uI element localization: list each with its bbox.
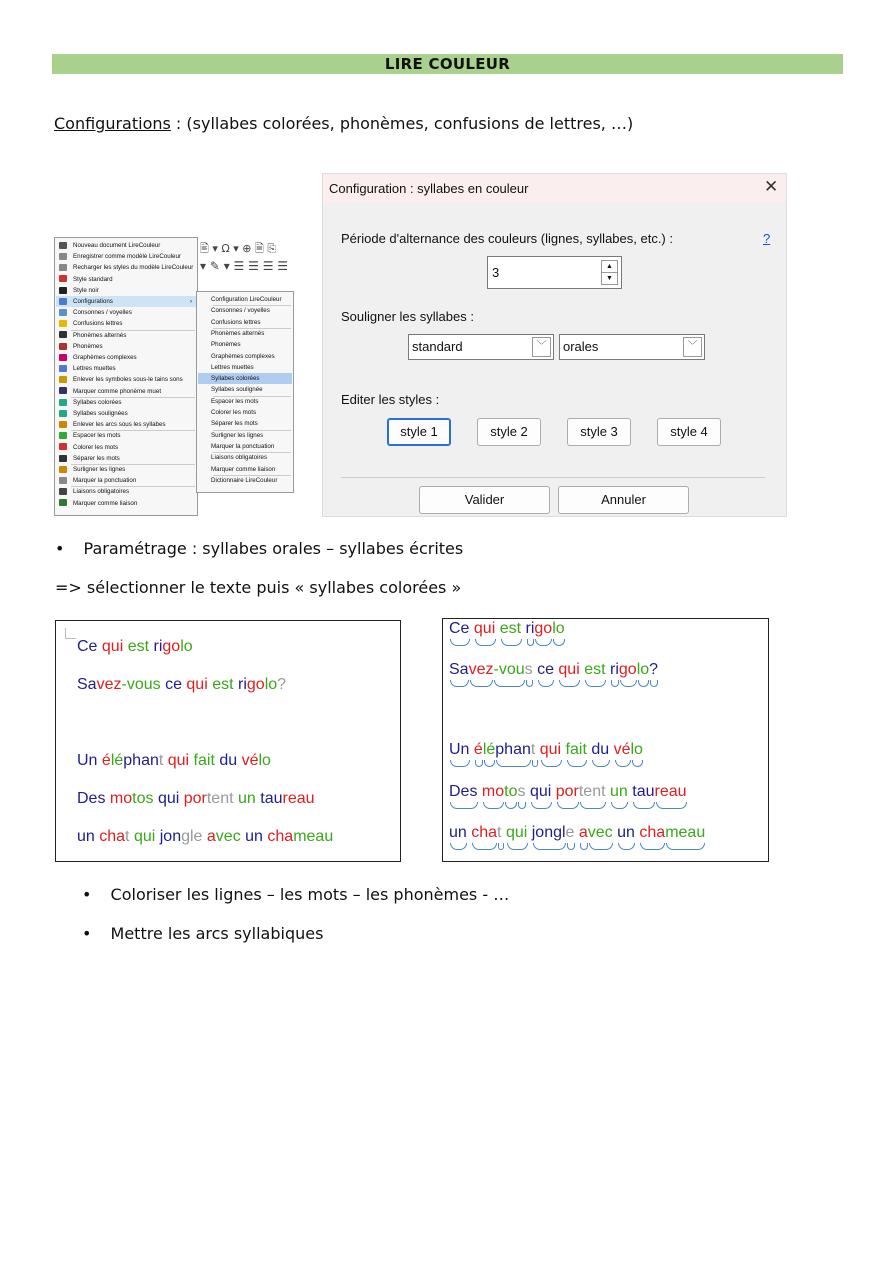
submenu-item[interactable]: Séparer les mots [211,420,258,428]
syllable: est [212,676,238,693]
menu-item[interactable] [59,430,120,441]
syllable: ? [277,676,287,693]
syllable: por [555,783,579,800]
syllable: un [449,824,472,841]
syllable-arc [557,802,579,809]
submenu-item[interactable]: Surligner les lignes [211,431,264,439]
menu-item[interactable] [59,307,132,318]
configurations-submenu [196,291,294,493]
syllable: e [565,824,579,841]
combo1-value: standard [412,339,463,354]
style-1-button[interactable]: style 1 [387,418,451,446]
submenu-item[interactable]: Dictionnaire LireCouleur [211,476,278,484]
syllable: mo [481,783,505,800]
syllable: é [101,752,111,769]
syllable: cha [639,824,666,841]
menu-item-label: Marquer comme liaison [73,499,138,507]
syllable-arc [535,639,552,646]
syllable: jongl [531,824,566,841]
menu-item-label: Colorer les mots [73,443,119,451]
syllable: Ce [77,638,102,655]
menu-item[interactable] [59,285,99,296]
syllable-arc [450,802,478,809]
menu-item-icon [59,264,67,271]
example-syllable-arcs [442,618,769,862]
menu-item-label: Liaisons obligatoires [73,488,130,496]
syllable-arc [666,843,705,850]
syllable-arc [567,760,588,767]
example-line [77,638,193,656]
syllable: t [497,824,506,841]
syllable: ? [649,661,659,678]
syllable: cha [471,824,498,841]
syllable-arc [585,680,606,687]
syllable: qui [558,661,585,678]
syllable-arc [483,802,504,809]
syllable-arc [611,802,628,809]
menu-item-label: Lettres muettes [73,365,116,373]
menu-item[interactable] [59,251,181,262]
syllable: tau [632,783,655,800]
page-title: LIRE COULEUR [52,54,843,74]
close-icon[interactable]: ✕ [764,177,779,196]
context-menu [54,237,198,516]
syllable: lo [630,741,643,758]
submenu-item[interactable]: Liaisons obligatoires [211,454,268,462]
style-2-button[interactable]: style 2 [477,418,541,446]
underline-label [341,309,474,324]
syllable: por [183,790,207,807]
spin-up-icon[interactable]: ▲ [601,260,618,273]
menu-item-label: Style standard [73,275,113,283]
syllable-arc [650,680,658,687]
menu-item-icon [59,410,67,417]
underline-combo-1[interactable] [408,334,554,360]
syllable: cha [267,828,294,845]
period-spinbox[interactable] [487,256,622,289]
syllable: qui [505,824,532,841]
syllable: lo [636,661,650,678]
menu-item-label: Enlever les arcs sous les syllabes [73,421,166,429]
syllable-arc [501,639,522,646]
submenu-item[interactable]: Consonnes / voyelles [211,307,270,315]
syllable: vec [587,824,618,841]
syllable: ri [153,638,163,655]
menu-item-icon [59,432,67,439]
bullet-settings-text: Paramétrage : syllabes orales – syllabes écrites [83,539,464,558]
syllable-arc [450,680,469,687]
menu-item-icon [59,298,67,305]
syllable-arc [589,843,613,850]
menu-item[interactable] [59,464,125,475]
underline-label-text: Souligner les syllabes : [341,309,474,324]
syllable: a [578,824,588,841]
menu-item-icon [59,242,67,249]
menu-item[interactable] [59,475,136,486]
syllable-arc [618,843,635,850]
syllable: tent [578,783,610,800]
syllable: un [610,783,633,800]
syllable: du [591,741,614,758]
menu-item[interactable] [59,397,122,408]
syllable: vez [96,676,122,693]
submenu-item[interactable]: Marquer comme liaison [211,465,276,473]
menu-item-label: Confusions lettres [73,320,123,328]
syllable: ri [525,620,535,637]
submenu-item[interactable]: Marquer la ponctuation [211,442,275,450]
syllable: qui [157,790,184,807]
syllable: un [238,790,261,807]
syllable-arc [632,760,643,767]
underline-combo-2[interactable] [559,334,705,360]
syllable: fait [565,741,592,758]
chevron-down-icon[interactable]: ﹀ [683,337,702,357]
syllable-arc [615,760,631,767]
syllable-arc [498,843,504,850]
menu-item[interactable] [59,408,128,419]
syllable-arc [640,843,665,850]
menu-item-icon [59,421,67,428]
syllable: lo [552,620,565,637]
syllable-arc [656,802,687,809]
syllable: tau [260,790,283,807]
syllable: é [473,741,483,758]
syllable-arc [531,802,552,809]
syllable-arc [494,680,524,687]
submenu-item[interactable]: Syllabes soulignée [211,386,263,394]
syllable: a [206,828,216,845]
menu-item-icon [59,499,67,506]
menu-item-icon [59,365,67,372]
syllable: vé [613,741,631,758]
menu-item-icon [59,387,67,394]
syllable: du [219,752,242,769]
syllable-arc [592,760,609,767]
submenu-item[interactable]: Confusions lettres [211,318,261,326]
syllable: qui [133,828,160,845]
toolbar-align-icons: ▾ ✎ ▾ ☰ ☰ ☰ ☰ [200,259,289,273]
syllable: est [584,661,610,678]
syllable-arc [505,802,517,809]
menu-item-icon [59,488,67,495]
menu-item-icon [59,275,67,282]
syllable-arc [450,639,470,646]
syllable: Un [449,741,474,758]
syllable: Des [449,783,482,800]
menu-item[interactable] [59,330,126,341]
period-label: Période d'alternance des couleurs (lignes, syllabes, etc.) : [341,231,673,246]
syllable: ri [610,661,619,678]
submenu-item[interactable]: Configuration LireCouleur [211,296,282,303]
syllable: lo [180,638,193,655]
menu-item-label: Enlever les symboles sous-le tains sons [73,376,183,384]
syllable: lé [482,741,496,758]
syllable: to [504,783,518,800]
syllable: qui [473,620,500,637]
menu-item-icon [59,320,67,327]
chevron-down-icon[interactable]: ﹀ [532,337,551,357]
syllable-arc [496,760,531,767]
syllable-arc [527,639,535,646]
bullet-arcs-text: Mettre les arcs syllabiques [110,924,324,943]
syllable: qui [186,676,213,693]
menu-item-label: Espacer les mots [73,432,121,440]
menu-item[interactable] [59,453,120,464]
menu-item-label: Graphèmes complexes [73,354,137,361]
menu-item-label: Syllabes soulignées [73,410,128,417]
submenu-item[interactable]: Espacer les mots [211,397,259,405]
style-3-button[interactable]: style 3 [567,418,631,446]
config-label: Configurations [54,114,171,133]
bullet-arcs [82,924,323,943]
syllable-arc [567,843,575,850]
example-line [77,752,271,770]
toolbar-fragment [200,240,294,280]
menu-item[interactable] [59,374,183,385]
syllable: Un [77,752,102,769]
syllable: phan [123,752,159,769]
syllable: tos [132,790,158,807]
syllable: jon [159,828,182,845]
syllable: meau [665,824,706,841]
menu-item-label: Surligner les lignes [73,466,126,473]
menu-item-label: Recharger les styles du modèle LireCouleur [73,264,194,272]
bullet-colorise-text: Coloriser les lignes – les mots – les phonèmes - … [110,885,510,904]
menu-item[interactable] [59,363,116,374]
menu-item[interactable] [59,386,161,397]
example-line [449,741,643,759]
menu-item[interactable] [59,486,129,497]
syllable: go [618,661,637,678]
syllable: t [530,741,540,758]
help-link[interactable]: ? [763,231,771,246]
syllable: Des [77,790,110,807]
text-cursor-mark [65,628,76,639]
syllable: qui [529,783,556,800]
syllable: Ce [449,620,474,637]
syllable: gle [181,828,207,845]
syllable-arc [559,680,580,687]
validate-button[interactable]: Valider [419,486,550,514]
syllable: reau [282,790,315,807]
config-description: : (syllabes colorées, phonèmes, confusions de lettres, …) [170,114,634,133]
submenu-item[interactable]: Syllabes colorées [198,373,292,384]
menu-item-label: Configurations [73,298,113,305]
menu-item[interactable] [59,498,137,509]
menu-item[interactable] [59,262,193,273]
syllable-arc [533,843,566,850]
example-colored-syllables [55,620,401,862]
lirecouleur-menu-screenshot [54,237,294,515]
example-line [77,828,333,846]
menu-item[interactable] [59,240,160,251]
syllable: vec [215,828,246,845]
bullet-settings [55,539,463,558]
menu-item-label: Nouveau document LireCouleur [73,242,161,249]
syllable: tent [206,790,238,807]
syllable-arc [507,843,528,850]
menu-item-icon [59,309,67,316]
dialog-divider [341,477,765,478]
bullet-dot: • [82,924,92,943]
config-dialog [322,173,787,517]
syllable: un [245,828,268,845]
submenu-item[interactable]: Colorer les mots [211,409,257,416]
syllable: qui [101,638,128,655]
syllable-arc [638,680,649,687]
menu-item[interactable] [59,419,166,430]
syllable: ri [238,676,247,693]
syllable-arc [450,760,470,767]
menu-item-label: Style noir [73,286,99,294]
menu-item-icon [59,477,67,484]
syllable-arc [611,680,619,687]
dialog-title: Configuration : syllabes en couleur [329,181,529,196]
syllable-arc [620,680,637,687]
syllable: lo [258,752,271,769]
syllable-arc [580,843,588,850]
menu-item-icon [59,287,67,294]
menu-item[interactable] [59,352,137,363]
syllable-arc [541,760,562,767]
syllable-arc [553,639,564,646]
instruction-text: => sélectionner le texte puis « syllabes colorées » [55,578,462,597]
syllable-arc [450,843,467,850]
period-value: 3 [492,265,500,280]
chevron-right-icon: › [189,298,192,305]
menu-item-label: Phonèmes alternés [73,331,127,339]
spin-down-icon[interactable]: ▼ [601,272,618,285]
bullet-dot: • [82,885,92,904]
syllable: t [158,752,168,769]
syllable: reau [654,783,687,800]
bullet-dot: • [55,539,65,558]
menu-item-icon [59,354,67,361]
syllable: est [127,638,154,655]
menu-item[interactable] [56,296,196,307]
styles-label: Editer les styles : [341,392,440,407]
toolbar-icons: 🖹 ▾ Ω ▾ ⊕ 🗎 ⎘ [200,242,277,255]
menu-item-icon [59,443,67,450]
menu-item-label: Marquer comme phonème muet [73,387,162,395]
syllable: -vou [493,661,525,678]
syllable-arc [475,760,483,767]
syllable-arc [532,760,538,767]
syllable-arc [472,843,497,850]
syllable: vé [241,752,259,769]
syllable: fait [193,752,220,769]
syllable: un [77,828,100,845]
syllable-arc [475,639,496,646]
syllable: s [517,783,530,800]
syllable: lé [110,752,124,769]
menu-item[interactable] [59,274,113,285]
menu-item-icon [59,399,67,406]
syllable-arc [518,802,525,809]
menu-item-icon [59,455,67,462]
menu-item-icon [59,331,67,338]
menu-item-label: Séparer les mots [73,454,120,462]
example-line [77,676,286,694]
submenu-item[interactable]: Graphèmes complexes [211,352,275,360]
syllable: un [617,824,640,841]
menu-item[interactable] [59,341,103,352]
syllable-arc [470,680,494,687]
menu-item-icon [59,253,67,260]
menu-item-icon [59,376,67,383]
menu-item-label: Consonnes / voyelles [73,309,132,317]
syllable: go [246,676,265,693]
syllable-arc [580,802,606,809]
example-line [449,620,565,638]
syllable: ce [537,661,559,678]
cancel-button[interactable]: Annuler [558,486,689,514]
submenu-item[interactable]: Phonèmes alternés [211,329,265,337]
menu-item[interactable] [59,442,118,453]
bullet-colorise [82,885,509,904]
syllable-arc [526,680,533,687]
syllable: Sa [449,661,469,678]
syllable: phan [495,741,531,758]
combo2-value: orales [563,339,599,354]
example-line [449,783,687,801]
syllable: est [499,620,526,637]
syllable: vez [468,661,494,678]
menu-item-label: Syllabes colorées [73,398,122,406]
syllable: t [125,828,134,845]
example-line [77,790,315,808]
syllable: go [534,620,553,637]
syllable: s [524,661,538,678]
syllable-arc [538,680,554,687]
menu-item[interactable] [59,318,123,329]
menu-item-label: Marquer la ponctuation [73,477,137,485]
submenu-item[interactable]: Phonèmes [211,341,241,349]
syllable: qui [167,752,194,769]
syllable: go [162,638,181,655]
example-line [449,661,658,679]
syllable: -vous [121,676,166,693]
syllable: ce [165,676,187,693]
syllable: qui [539,741,566,758]
syllable-arc [484,760,495,767]
syllable: lo [264,676,278,693]
menu-item-icon [59,466,67,473]
syllable: meau [293,828,334,845]
style-4-button[interactable]: style 4 [657,418,721,446]
submenu-item[interactable]: Lettres muettes [211,363,254,371]
syllable: cha [99,828,126,845]
syllable: Sa [77,676,97,693]
menu-item-label: Enregistrer comme modèle LireCouleur [73,253,181,261]
example-line [449,824,705,842]
menu-item-label: Phonèmes [73,342,103,350]
syllable-arc [633,802,654,809]
syllable: mo [109,790,133,807]
menu-item-icon [59,343,67,350]
config-heading [54,114,633,133]
